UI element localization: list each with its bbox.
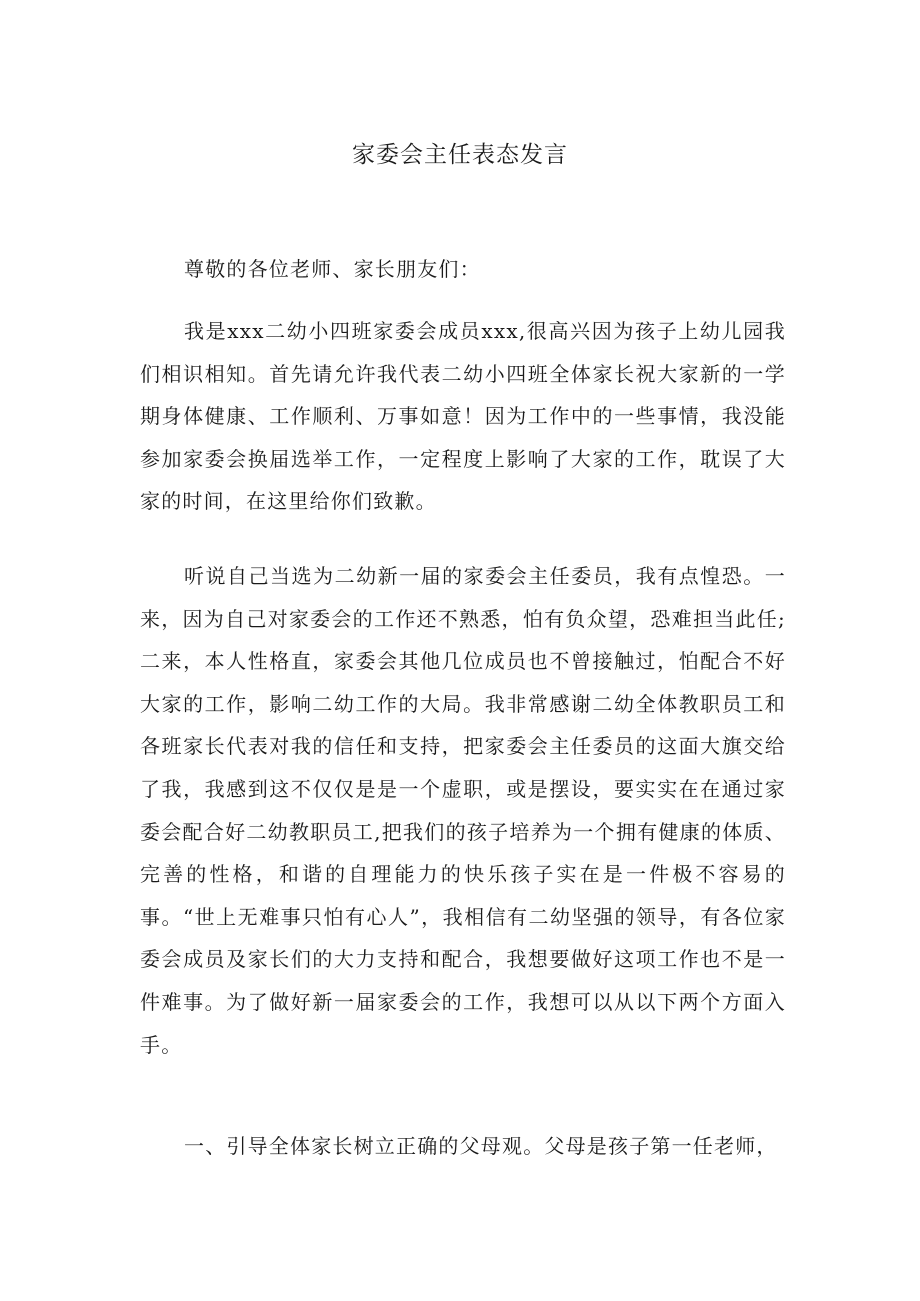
document-title: 家委会主任表态发言 [352,142,568,168]
paragraph-point-one: 一、引导全体家长树立正确的父母观。父母是孩子第一任老师， [184,1134,778,1158]
paragraph-introduction: 我是xxx二幼小四班家委会成员xxx,很高兴因为孩子上幼儿园我们相识相知。首先请允许我代表二幼小四班全体家长祝大家新的一学期身体健康、工作顺利、万事如意！因为工作中的一些事情，我没能参加家委会换届选举工作，一定程度上影响了大家的工作，耽误了大家的时间，在这里给你们致歉。 [140,319,786,514]
greeting-line: 尊敬的各位老师、家长朋友们： [184,257,481,281]
paragraph-election-response: 听说自己当选为二幼新一届的家委会主任委员，我有点惶恐。一来，因为自己对家委会的工作还不熟悉，怕有负众望，恐难担当此任;二来，本人性格直，家委会其他几位成员也不曾接触过，怕配合不好大家的工作，影响二幼工作的大局。我非常感谢二幼全体教职员工和各班家长代表对我的信任和支持，把家委会主任委员的这面大旗交给了我，我感到这不仅仅是是一个虚职，或是摆设，要实实在在通过家委会配合好二幼教职员工,把我们的孩子培养为一个拥有健康的体质、完善的性格，和谐的自理能力的快乐孩子实在是一件极不容易的事。“世上无难事只怕有心人”，我相信有二幼坚强的领导，有各位家委会成员及家长们的大力支持和配合，我想要做好这项工作也不是一件难事。为了做好新一届家委会的工作，我想可以从以下两个方面入手。 [140,564,786,1057]
